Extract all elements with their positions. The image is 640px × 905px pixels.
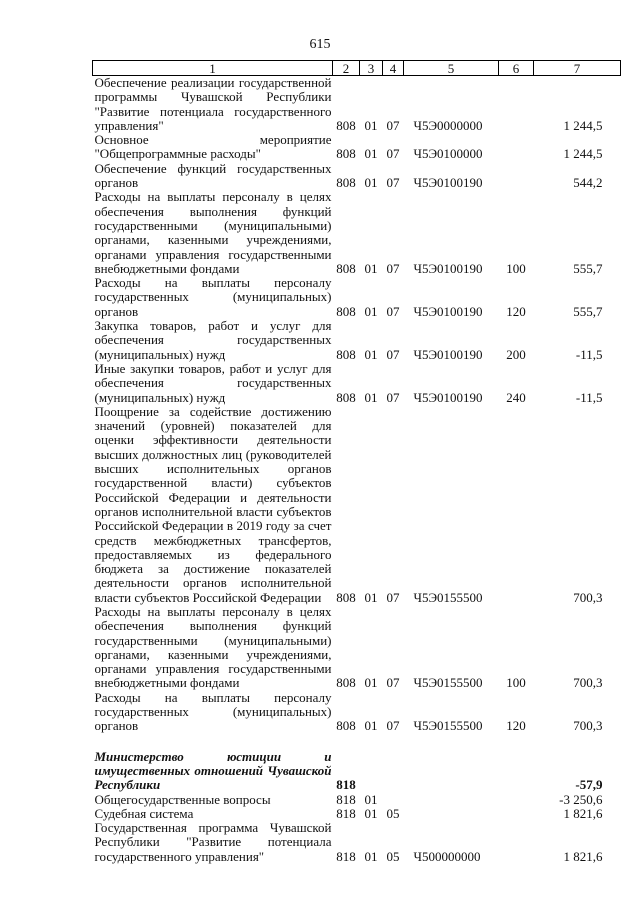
row-subsection: 07 [386,175,400,191]
row-ministry-code: 808 [336,589,356,605]
row-section: 01 [364,589,378,605]
row-ministry-code: 818 [336,791,356,807]
table-row [93,807,621,821]
column-header-5: 5 [404,61,499,76]
row-ministry-code: 818 [336,848,356,864]
row-amount: 700,3 [573,718,603,734]
row-expense-type [499,162,534,191]
row-amount: 1 244,5 [563,146,603,162]
row-subsection: 07 [386,346,400,362]
row-subsection: 07 [386,117,400,133]
row-target-article: Ч5Э0100190 [413,389,483,405]
row-amount: -11,5 [575,389,603,405]
row-expense-type [499,821,534,864]
row-expense-type: 120 [506,718,526,734]
row-amount: -3 250,6 [559,791,603,807]
row-section: 01 [364,805,378,821]
row-target-article: Ч5Э0100190 [413,260,483,276]
row-name: Обеспечение функций государственных органов [94,160,332,191]
table-row [93,362,621,405]
row-subsection: 05 [386,848,400,864]
row-name: Обеспечение реализации государственной программы Чувашской Республики "Развитие потенциала государственного управления" [94,75,332,133]
table-row [93,821,621,864]
row-name: Общегосударственные вопросы [94,791,271,807]
column-header-4: 4 [383,61,404,76]
row-subsection: 07 [386,303,400,319]
row-name: Закупка товаров, работ и услуг для обеспечения государственных (муниципальных) нужд [94,318,332,362]
row-expense-type [499,793,534,807]
row-target-article: Ч5Э0155500 [413,675,483,691]
row-target-article [404,793,499,807]
row-section: 01 [364,675,378,691]
row-target-article: Ч5Э0100000 [413,146,483,162]
row-ministry-code: 808 [336,675,356,691]
row-subsection [383,793,404,807]
row-subsection: 07 [386,589,400,605]
row-expense-type [499,750,534,793]
row-name: Основное мероприятие "Общепрограммные расходы" [94,132,332,162]
column-number-row [93,61,621,76]
row-expense-type: 100 [506,260,526,276]
table-row [93,405,621,605]
row-amount: 555,7 [573,260,603,276]
row-section: 01 [364,146,378,162]
table-row [93,190,621,276]
row-ministry-code: 808 [336,303,356,319]
row-target-article: Ч5Э0155500 [413,589,483,605]
row-expense-type: 240 [506,389,526,405]
row-expense-type: 100 [506,675,526,691]
column-header-2: 2 [333,61,360,76]
row-ministry-code: 808 [336,117,356,133]
row-subsection: 07 [386,260,400,276]
row-subsection: 05 [386,805,400,821]
row-ministry-code: 808 [336,718,356,734]
row-amount: 544,2 [573,175,603,191]
row-name: Иные закупки товаров, работ и услуг для обеспечения государственных (муниципальных) нужд [94,360,332,405]
column-header-6: 6 [499,61,534,76]
row-section: 01 [364,848,378,864]
row-section: 01 [364,791,378,807]
row-amount: 700,3 [573,675,603,691]
row-ministry-code: 808 [336,146,356,162]
row-target-article: Ч500000000 [413,848,481,864]
row-subsection [383,750,404,793]
row-name: Расходы на выплаты персоналу государственных (муниципальных) органов [94,275,332,319]
row-section: 01 [364,117,378,133]
row-target-article: Ч5Э0100190 [413,175,483,191]
table-row [93,793,621,807]
table-row [93,76,621,134]
row-section [360,750,383,793]
table-row [93,276,621,319]
row-expense-type: 200 [506,346,526,362]
row-target-article: Ч5Э0100190 [413,346,483,362]
row-section: 01 [364,389,378,405]
table-row [93,319,621,362]
budget-table [92,60,621,864]
table-row [93,162,621,191]
row-amount: 1 821,6 [563,848,603,864]
row-target-article: Ч5Э0100190 [413,303,483,319]
row-ministry-code: 818 [336,805,356,821]
table-row [93,133,621,162]
row-amount: 1 244,5 [563,117,603,133]
row-target-article [404,750,499,793]
row-name: Расходы на выплаты персоналу в целях обеспечения выполнения функций государственными (муниципальными) органами, казенными учреждениями, органами управления государственными внебюджетными фондами [94,189,332,276]
row-name: Расходы на выплаты персоналу в целях обеспечения выполнения функций государственными (муниципальными) органами, казенными учреждениями, органами управления государственными внебюджетными фондами [94,603,332,691]
spacer-cell [93,734,621,750]
table-row [93,605,621,691]
row-amount: -11,5 [575,346,603,362]
row-expense-type [499,405,534,605]
row-expense-type [499,76,534,134]
row-target-article [404,807,499,821]
row-name: Поощрение за содействие достижению значений (уровней) показателей для оценки эффективности деятельности высших должностных лиц (руководителей высших исполнительных органов государственной власти) субъектов Российской Федерации и деятельности органов исполнительной власти субъектов Российской Федерации в 2019 году за счет средств межбюджетных трансфертов, предоставляемых из федерального бюджета за достижение показателей деятельности органов исполнительной власти субъектов Российской Федерации [94,403,332,605]
row-target-article: Ч5Э0155500 [413,718,483,734]
row-ministry-code: 808 [336,260,356,276]
row-ministry-code: 808 [336,346,356,362]
row-amount: 1 821,6 [563,805,603,821]
row-section: 01 [364,303,378,319]
row-subsection: 07 [386,718,400,734]
row-section: 01 [364,175,378,191]
row-name: Судебная система [94,805,194,821]
row-name: Расходы на выплаты персоналу государственных (муниципальных) органов [94,689,332,734]
row-ministry-code: 808 [336,175,356,191]
row-amount: 700,3 [573,589,603,605]
row-name: Государственная программа Чувашской Республики "Развитие потенциала государственного управления" [94,820,332,864]
row-section: 01 [364,260,378,276]
row-subsection: 07 [386,146,400,162]
row-section: 01 [364,346,378,362]
page-number: 615 [309,37,331,52]
row-subsection: 07 [386,389,400,405]
table-row-ministry-total [93,750,621,793]
row-amount: 555,7 [573,303,603,319]
spacer-row [93,734,621,750]
row-section: 01 [364,718,378,734]
table-row [93,691,621,734]
row-ministry-code: 818 [336,777,356,793]
row-name: Министерство юстиции и имущественных отношений Чувашской Республики [94,748,332,793]
column-header-3: 3 [360,61,383,76]
row-ministry-code: 808 [336,389,356,405]
column-header-1: 1 [93,61,333,76]
row-expense-type: 120 [506,303,526,319]
row-amount: -57,9 [575,777,603,793]
column-header-7: 7 [534,61,621,76]
row-expense-type [499,133,534,162]
row-expense-type [499,807,534,821]
row-subsection: 07 [386,675,400,691]
row-target-article: Ч5Э0000000 [413,117,483,133]
